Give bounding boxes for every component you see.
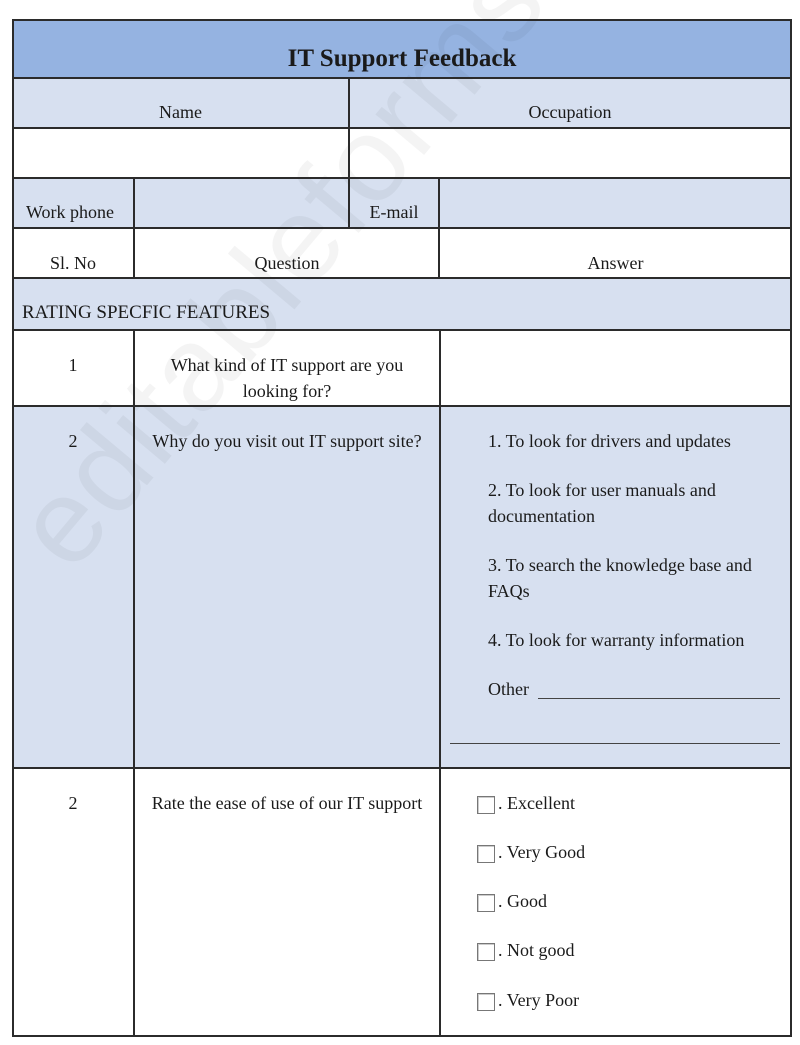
border-right <box>790 19 792 1037</box>
border-bottom <box>12 1035 792 1037</box>
col-header-question: Question <box>254 253 320 273</box>
name-input[interactable] <box>14 129 348 177</box>
occupation-label: Occupation <box>528 102 612 122</box>
good-checkbox[interactable] <box>477 894 495 912</box>
very-poor-checkbox[interactable] <box>477 993 495 1011</box>
name-label: Name <box>159 102 202 122</box>
row-line-768 <box>12 767 792 769</box>
very-good-label: . Very Good <box>498 842 586 862</box>
border-top <box>12 19 792 21</box>
form-title: IT Support Feedback <box>287 45 517 72</box>
option-knowledge-base[interactable]: 3. To search the knowledge base and FAQs <box>488 555 752 601</box>
question-1-number: 1 <box>68 355 78 375</box>
option-warranty[interactable]: 4. To look for warranty information <box>488 630 745 650</box>
question-1-answer-input[interactable] <box>441 331 790 405</box>
row-line-278 <box>12 277 792 279</box>
other-input-line[interactable] <box>538 698 780 699</box>
question-2-number: 2 <box>68 431 78 451</box>
question-3-text: Rate the ease of use of our IT support <box>151 793 423 813</box>
excellent-checkbox[interactable] <box>477 796 495 814</box>
question-2-text: Why do you visit out IT support site? <box>152 431 422 451</box>
question-1-text: What kind of IT support are you looking for? <box>170 355 404 401</box>
question-3-number: 2 <box>68 793 78 813</box>
option-manuals[interactable]: 2. To look for user manuals and documentation <box>488 480 716 526</box>
col-header-slno: Sl. No <box>49 253 96 273</box>
col-header-answer: Answer <box>587 253 644 273</box>
email-label: E-mail <box>369 202 419 222</box>
row-line-228 <box>12 227 792 229</box>
other-label: Other <box>488 679 529 699</box>
col-line-q-right <box>439 329 441 1037</box>
occupation-input[interactable] <box>350 129 790 177</box>
row-line-78 <box>12 77 792 79</box>
col-line-q-left <box>133 329 135 1037</box>
good-label: . Good <box>498 891 547 911</box>
excellent-label: . Excellent <box>498 793 575 813</box>
option-drivers[interactable]: 1. To look for drivers and updates <box>488 431 731 451</box>
email-input[interactable] <box>440 179 790 227</box>
not-good-checkbox[interactable] <box>477 943 495 961</box>
work-phone-input[interactable] <box>135 179 348 227</box>
row-line-406 <box>12 405 792 407</box>
not-good-label: . Not good <box>498 940 575 960</box>
section-title: RATING SPECFIC FEATURES <box>22 302 271 323</box>
very-good-checkbox[interactable] <box>477 845 495 863</box>
other-input-line-2[interactable] <box>450 743 780 744</box>
work-phone-label: Work phone <box>26 202 115 222</box>
very-poor-label: . Very Poor <box>498 990 580 1010</box>
